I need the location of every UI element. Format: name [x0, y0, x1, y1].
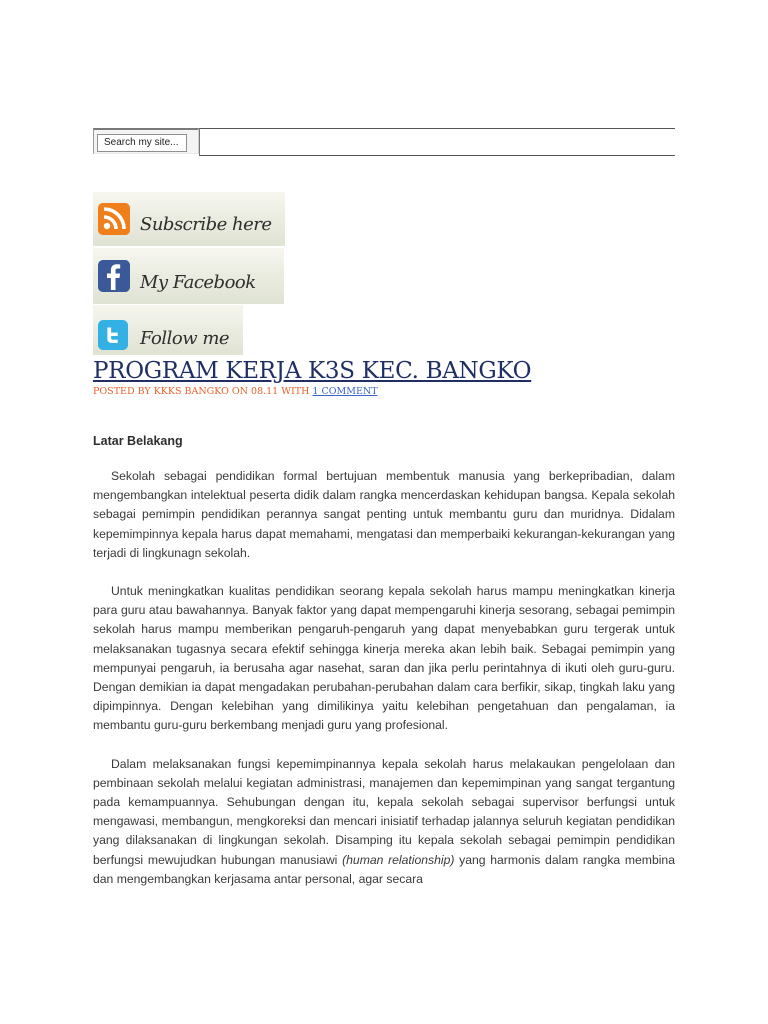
facebook-banner[interactable] — [93, 248, 284, 304]
subscribe-banner[interactable] — [93, 192, 285, 246]
paragraph-3-text: Dalam melaksanakan fungsi kepemimpinannya kepala sekolah harus melakaukan pengelolaan dan pembinaan sekolah melalui kegiatan administrasi, manajemen dan kepemimpinan yang sangat tergantung pada kemampuannya. Sehubungan dengan itu, kepala sekolah sebagai supervisor berfungsi untuk mengawasi, membangun, mengkoreksi dan mencari inisiatif terhadap jalannya seluruh kegiatan pendidikan yang dilaksanakan di lingkungan sekolah. Disamping itu kepala sekolah sebagai pemimpin pendidikan berfungsi mewujudkan hubungan manusiawi — [93, 756, 675, 867]
paragraph-1: Sekolah sebagai pendidikan formal bertujuan membentuk manusia yang berkepribadian, dalam mengembangkan intelektual peserta didik dalam rangka mencerdaskan kehidupan bangsa. Kepala sekolah sebagai pemimpin pendidikan perannya sangat penting untuk membantu guru dan muridnya. Didalam kepemimpinnya kepala harus dapat memahami, mengatasi dan memperbaiki kekurangan-kekurangan yang terjadi di lingkunagn sekolah. — [93, 469, 675, 560]
search-input[interactable] — [199, 128, 675, 156]
search-button-label[interactable]: Search my site... — [97, 134, 187, 152]
twitter-banner[interactable] — [93, 305, 243, 355]
paragraph-3-italic: (human relationship) — [342, 852, 455, 867]
section-heading: Latar Belakang — [93, 434, 183, 448]
rss-icon — [98, 203, 130, 235]
paragraph-3 — [93, 755, 675, 889]
facebook-label: My Facebook — [140, 272, 256, 293]
article-body — [93, 434, 675, 908]
search-bar — [93, 128, 675, 156]
post-meta-text: POSTED BY KKKS BANGKO ON 08.11 WITH — [93, 386, 313, 397]
facebook-icon — [98, 260, 130, 292]
comment-link[interactable]: 1 COMMENT — [312, 386, 378, 397]
paragraph-2: Untuk meningkatkan kualitas pendidikan seorang kepala sekolah harus mampu meningkatkan kinerja para guru atau bawahannya. Banyak faktor yang dapat mempengaruhi kinerja sesorang, sebagai pemimpin sekolah harus mampu memberikan pengaruh-pengaruh yang dapat menyebabkan guru tergerak untuk melaksanakan tugasnya secara efektif sehingga kinerja mereka akan lebih baik. Sebagai pemimpin yang mempunyai pengaruh, ia berusaha agar nasehat, saran dan jika perlu perintahnya di ikuti oleh guru-guru. Dengan demikian ia dapat mengadakan perubahan-perubahan dalam cara berfikir, sikap, tingkah laku yang dipimpinnya. Dengan kelebihan yang dimilikinya yaitu kelebihan pengetahuan dan pengalaman, ia membantu guru-guru berkembang menjadi guru yang profesional. — [93, 584, 675, 733]
twitter-label: Follow me — [140, 328, 230, 349]
post-meta — [93, 386, 378, 397]
subscribe-label: Subscribe here — [140, 214, 272, 235]
search-button[interactable] — [93, 128, 199, 154]
paragraph-3-tail: yang harmonis dalam rangka membina dan mengembangkan kerjasama antar personal, agar secara — [93, 852, 675, 886]
twitter-icon — [98, 320, 128, 350]
post-title[interactable]: PROGRAM KERJA K3S KEC. BANGKO — [93, 358, 532, 384]
